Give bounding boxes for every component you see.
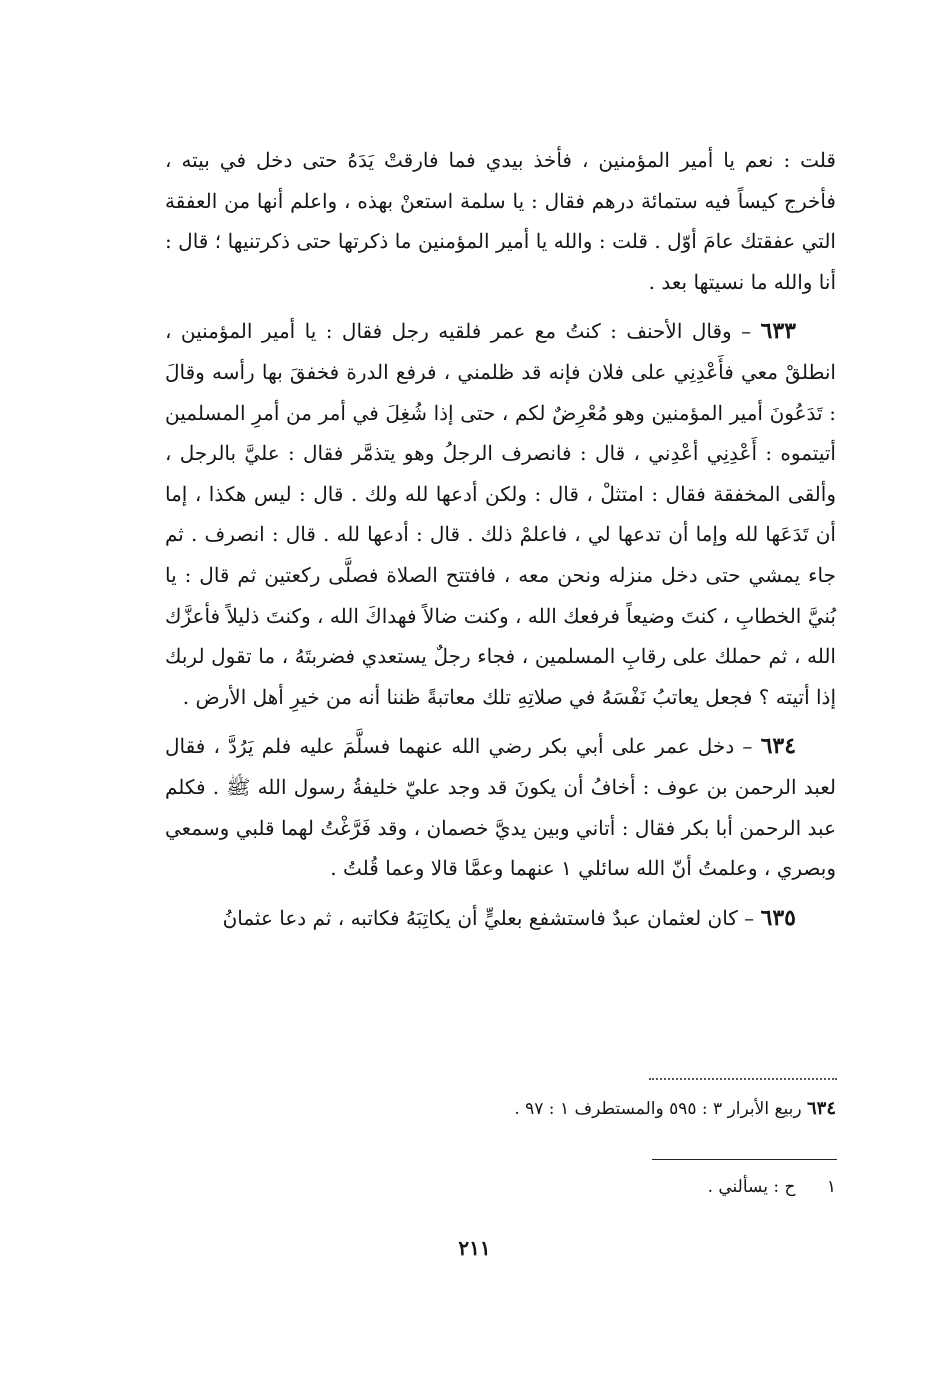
paragraph-634 bbox=[165, 726, 836, 888]
paragraph-continued bbox=[165, 140, 836, 302]
variant-footnote bbox=[165, 1172, 836, 1202]
main-text bbox=[165, 140, 836, 947]
paragraph-635 bbox=[165, 898, 836, 939]
paragraph-number: ٦٣٤ bbox=[760, 733, 797, 760]
paragraph-number: ٦٣٣ bbox=[760, 318, 796, 345]
source-footnote bbox=[165, 1094, 836, 1124]
paragraph-number: ٦٣٥ bbox=[760, 904, 796, 931]
paragraph-text: قلت : نعم يا أمير المؤمنين ، فأخذ بيدي فما فارقتْ يَدَهُ حتى دخل في بيته ، فأخرج كيساً فيه ستمائة درهم فقال : يا سلمة استعنْ بهذه ، واعلم أنها من العفقة التي عفقتك عامَ أوّل . قلت : والله يا أمير المؤمنين ما ذكرتها حتى ذكرتنيها ؛ قال : أنا والله ما نسيتها بعد . bbox=[165, 148, 836, 294]
footnote-separator-dotted bbox=[649, 1078, 837, 1080]
footnote-text: ح : يسألني . bbox=[707, 1177, 796, 1197]
paragraph-text: – دخل عمر على أبي بكر رضي الله عنهما فسلَّمَ عليه فلم يَرُدَّ ، فقال لعبد الرحمن بن عوف : أخافُ أن يكونَ قد وجد عليّ خليفةُ رسول الله ﷺ . فكلم عبد الرحمن أبا بكر فقال : أتاني وبين يديَّ خصمان ، وقد فَرَّغْتُ لهما قلبي وسمعي وبصري ، وعلمتُ أنّ الله سائلي ١ عنهما وعمَّا قالا وعما قُلتُ . bbox=[165, 734, 836, 881]
page-number: ٢١١ bbox=[458, 1236, 491, 1260]
footnote-marker: ١ bbox=[826, 1177, 836, 1197]
footnote-number: ٦٣٤ bbox=[806, 1098, 836, 1119]
paragraph-text: – وقال الأحنف : كنتُ مع عمر فلقيه رجل فقال : يا أمير المؤمنين ، انطلقْ معي فأَعْدِنِي على فلان فإنه قد ظلمني ، فرفع الدرة فخفقَ بها رأسه وقالَ : تَدَعُونَ أمير المؤمنين وهو مُعْرِضٌ لكم ، حتى إذا شُغِلَ في أمر من أمرِ المسلمين أتيتموه : أَعْدِنِي أعْدِني ، قال : فانصرف الرجلُ وهو يتذمَّر فقال : عليَّ بالرجل ، وألقى المخفقة فقال : امتثلْ ، قال : ولكن أدعها لله ولك . قال : ليس هكذا ، إما أن تَدَعَها لله وإما أن تدعها لي ، فاعلمْ ذلك . قال : أدعها لله . قال : انصرف . ثم جاء يمشي حتى دخل منزله ونحن معه ، فافتتح الصلاة فصلَّى ركعتين ثم قال : يا بُنيَّ الخطابِ ، كنتَ وضيعاً فرفعك الله ، وكنت ضالاً فهداكَ الله ، وكنتَ ذليلاً فأعزَّك الله ، ثم حملك على رقابِ المسلمين ، فجاء رجلٌ يستعدي فضربتَهُ ، ما تقول لربك إذا أتيته ؟ فجعل يعاتبُ نَفْسَهُ في صلاتِهِ تلك معاتبةً ظننا أنه من خيرِ أهل الأرض . bbox=[165, 319, 836, 709]
paragraph-text: – كان لعثمان عبدٌ فاستشفع بعليٍّ أن يكاتِبَهُ فكاتبه ، ثم دعا عثمانُ bbox=[222, 905, 755, 930]
footnote-text: ربيع الأبرار ٣ : ٥٩٥ والمستطرف ١ : ٩٧ . bbox=[514, 1099, 802, 1119]
footnote-separator-solid bbox=[652, 1159, 837, 1160]
paragraph-633 bbox=[165, 311, 836, 717]
